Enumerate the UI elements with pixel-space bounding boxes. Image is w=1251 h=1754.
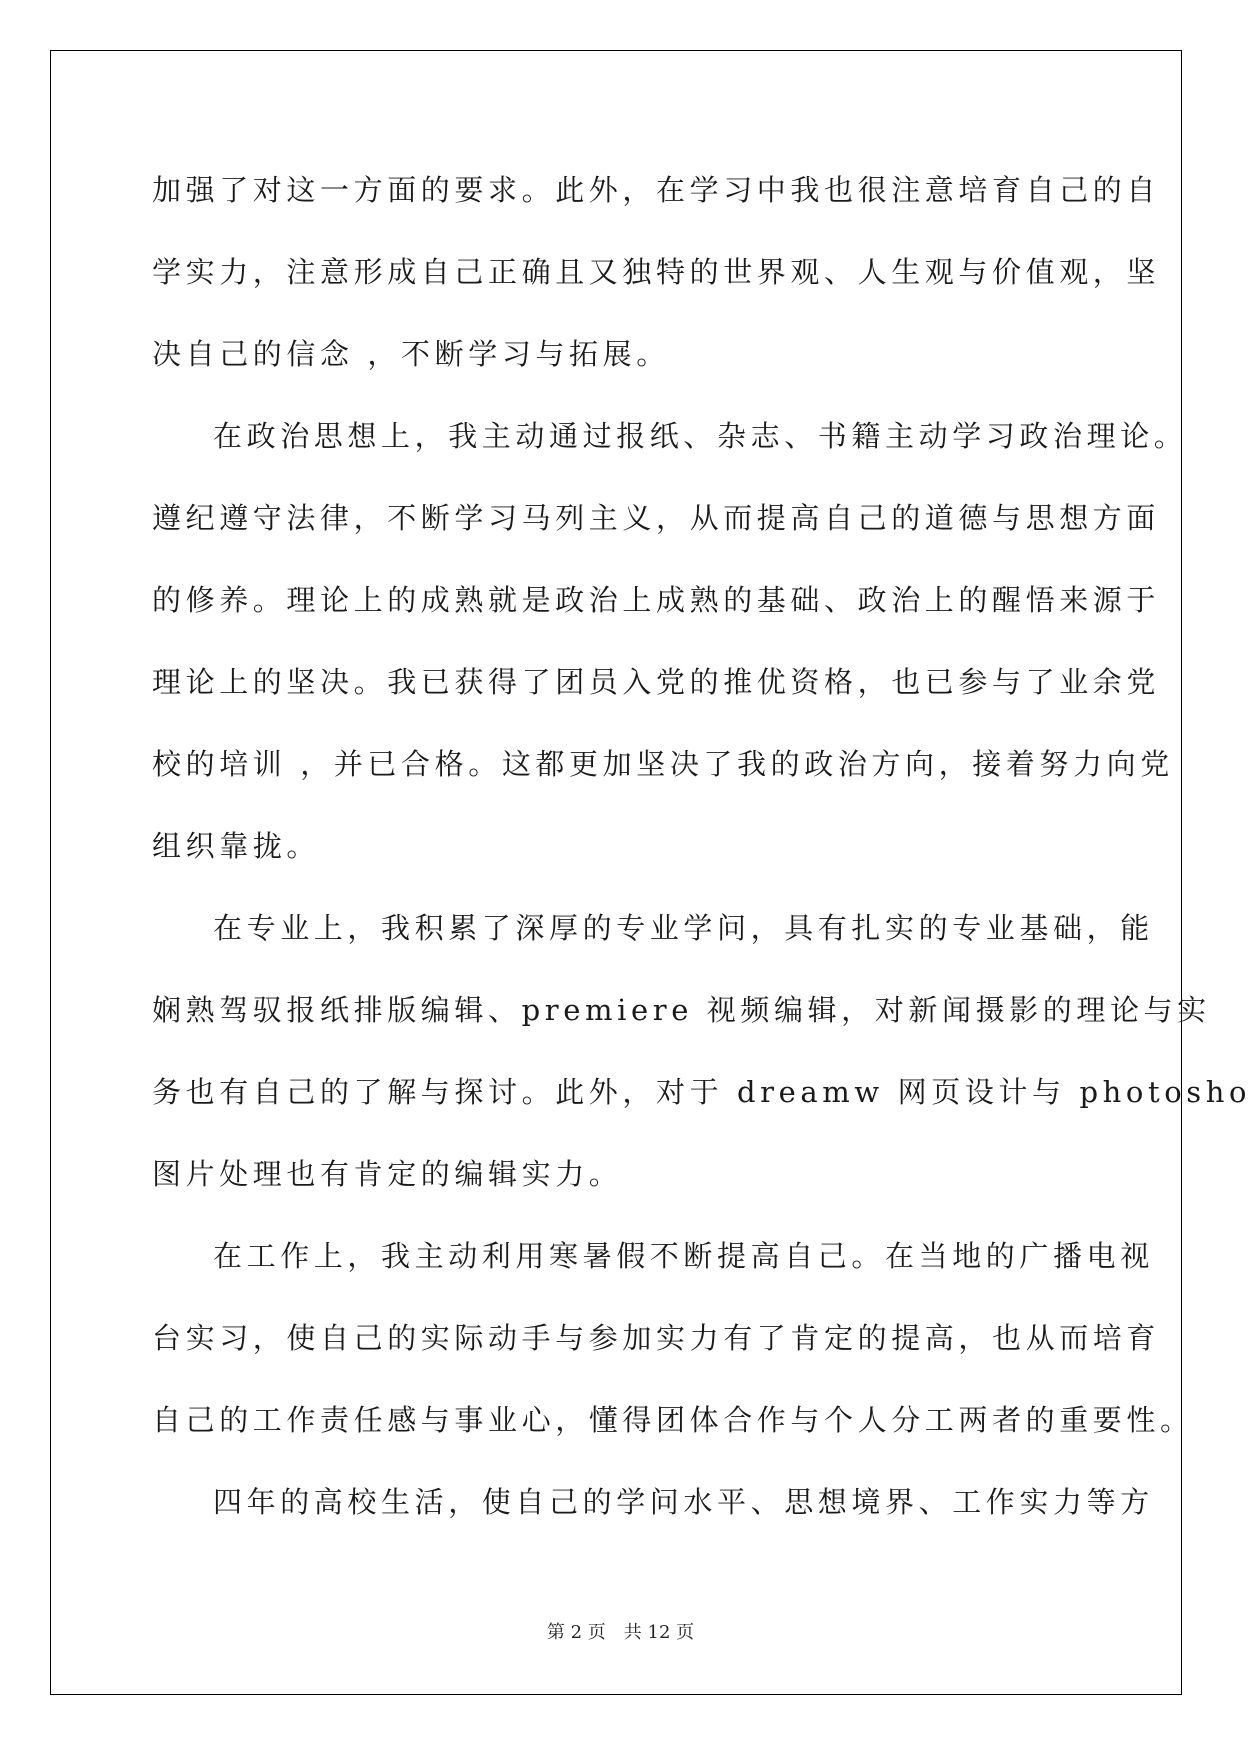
text-line: 四年的高校生活，使自己的学问水平、思想境界、工作实力等方	[213, 1485, 1154, 1519]
text-line: 在政治思想上，我主动通过报纸、杂志、书籍主动学习政治理论。	[213, 419, 1188, 453]
text-line: 自己的工作责任感与事业心，懂得团体合作与个人分工两者的重要性。	[152, 1403, 1194, 1437]
text-line: 组织靠拢。	[152, 829, 321, 863]
text-line: 台实习，使自己的实际动手与参加实力有了肯定的提高，也从而培育	[152, 1321, 1161, 1355]
text-line: 在专业上，我积累了深厚的专业学问，具有扎实的专业基础，能	[213, 911, 1154, 945]
text-line: 加强了对这一方面的要求。此外，在学习中我也很注意培育自己的自	[152, 173, 1161, 207]
text-line: 理论上的坚决。我已获得了团员入党的推优资格，也已参与了业余党	[152, 665, 1161, 699]
page-footer	[0, 1618, 1241, 1644]
text-line: 决自己的信念 ，不断学习与拓展。	[152, 337, 670, 371]
text-line: 务也有自己的了解与探讨。此外，对于 dreamw 网页设计与 photosho	[152, 1075, 1251, 1109]
text-line: 图片处理也有肯定的编辑实力。	[152, 1157, 623, 1191]
document-body	[152, 160, 1251, 1554]
text-line: 遵纪遵守法律，不断学习马列主义，从而提高自己的道德与思想方面	[152, 501, 1161, 535]
text-line: 娴熟驾驭报纸排版编辑、premiere 视频编辑，对新闻摄影的理论与实	[152, 993, 1211, 1027]
page-number: 第 2 页	[546, 1622, 606, 1643]
text-line: 的修养。理论上的成熟就是政治上成熟的基础、政治上的醒悟来源于	[152, 583, 1161, 617]
text-line: 校的培训 ，并已合格。这都更加坚决了我的政治方向，接着努力向党	[152, 747, 1174, 781]
text-line: 学实力，注意形成自己正确且又独特的世界观、人生观与价值观，坚	[152, 255, 1161, 289]
text-line: 在工作上，我主动利用寒暑假不断提高自己。在当地的广播电视	[213, 1239, 1154, 1273]
page-total: 共 12 页	[623, 1622, 695, 1643]
